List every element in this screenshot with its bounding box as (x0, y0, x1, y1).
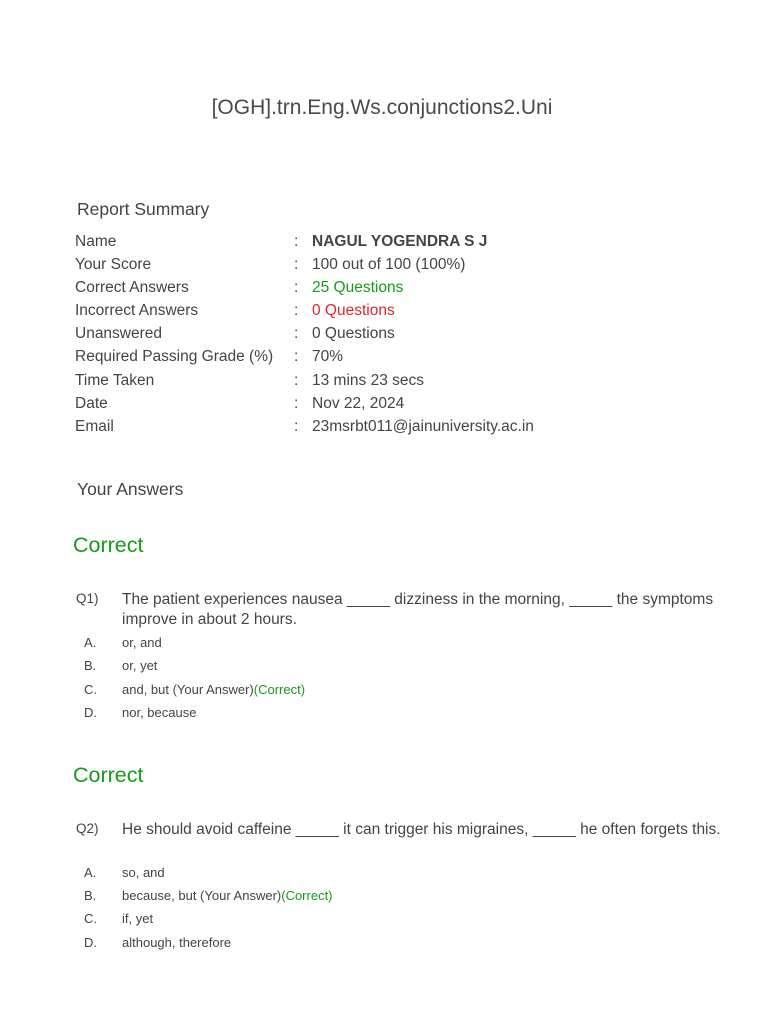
summary-row-passing-grade (75, 347, 735, 370)
summary-value-passing-grade: 70% (312, 348, 344, 366)
correct-tag: (Correct) (281, 888, 333, 903)
question-text: The patient experiences nausea _____ dizziness in the morning, _____ the symptoms improve in about 2 hours. (122, 591, 714, 628)
summary-colon: : (294, 371, 299, 389)
summary-label: Email (75, 417, 114, 435)
option-text: and, but (Your Answer)(Correct) (122, 682, 306, 697)
summary-label: Incorrect Answers (75, 302, 199, 320)
question-status-correct: Correct (73, 763, 144, 787)
option-letter: A. (84, 865, 97, 880)
summary-colon: : (294, 279, 299, 297)
summary-colon: : (294, 394, 299, 412)
option-letter: B. (84, 888, 97, 903)
summary-label: Date (75, 394, 108, 412)
summary-colon: : (294, 325, 299, 343)
summary-value-score: 100 out of 100 (100%) (312, 256, 466, 274)
summary-colon: : (294, 233, 299, 250)
option-letter: A. (84, 635, 97, 650)
summary-label: Required Passing Grade (%) (75, 348, 274, 366)
summary-row-name (75, 232, 735, 255)
option-letter: C. (84, 911, 97, 926)
option-letter: D. (84, 705, 97, 720)
option-text: nor, because (122, 705, 197, 720)
option-text: although, therefore (122, 935, 232, 950)
question-text: He should avoid caffeine _____ it can trigger his migraines, _____ he often forgets this. (122, 821, 721, 838)
summary-value-incorrect: 0 Questions (312, 302, 395, 320)
report-summary-table (75, 232, 735, 440)
summary-label: Name (75, 233, 117, 250)
option-letter: D. (84, 935, 97, 950)
option-letter: B. (84, 658, 97, 673)
question-number: Q2) (76, 821, 99, 836)
summary-row-incorrect (75, 301, 735, 324)
summary-colon: : (294, 348, 299, 366)
summary-colon: : (294, 256, 299, 274)
report-summary-heading: Report Summary (77, 199, 210, 219)
summary-row-unanswered (75, 324, 735, 347)
summary-value-date: Nov 22, 2024 (312, 394, 405, 412)
summary-row-score (75, 255, 735, 278)
summary-row-time-taken (75, 371, 735, 394)
question-status-correct: Correct (73, 533, 144, 557)
summary-value-email: 23msrbt011@jainuniversity.ac.in (312, 417, 534, 435)
option-text: or, and (122, 635, 162, 650)
your-answers-heading: Your Answers (77, 479, 184, 499)
summary-row-correct (75, 278, 735, 301)
option-text: if, yet (122, 911, 154, 926)
summary-value-name: NAGUL YOGENDRA S J (312, 233, 488, 250)
summary-colon: : (294, 417, 299, 435)
option-letter: C. (84, 682, 97, 697)
correct-tag: (Correct) (253, 682, 306, 697)
summary-label: Correct Answers (75, 279, 189, 297)
summary-label: Unanswered (75, 325, 163, 343)
option-text: or, yet (122, 658, 158, 673)
summary-value-time-taken: 13 mins 23 secs (312, 371, 424, 389)
summary-colon: : (294, 302, 299, 320)
option-text: so, and (122, 865, 165, 880)
summary-value-unanswered: 0 Questions (312, 325, 395, 343)
summary-row-email (75, 417, 735, 440)
question-number: Q1) (76, 591, 99, 606)
summary-label: Time Taken (75, 371, 155, 389)
summary-row-date (75, 394, 735, 417)
summary-value-correct: 25 Questions (312, 279, 404, 297)
document-title: [OGH].trn.Eng.Ws.conjunctions2.Uni (211, 96, 553, 119)
option-text: because, but (Your Answer)(Correct) (122, 888, 333, 903)
summary-label: Your Score (75, 256, 152, 274)
